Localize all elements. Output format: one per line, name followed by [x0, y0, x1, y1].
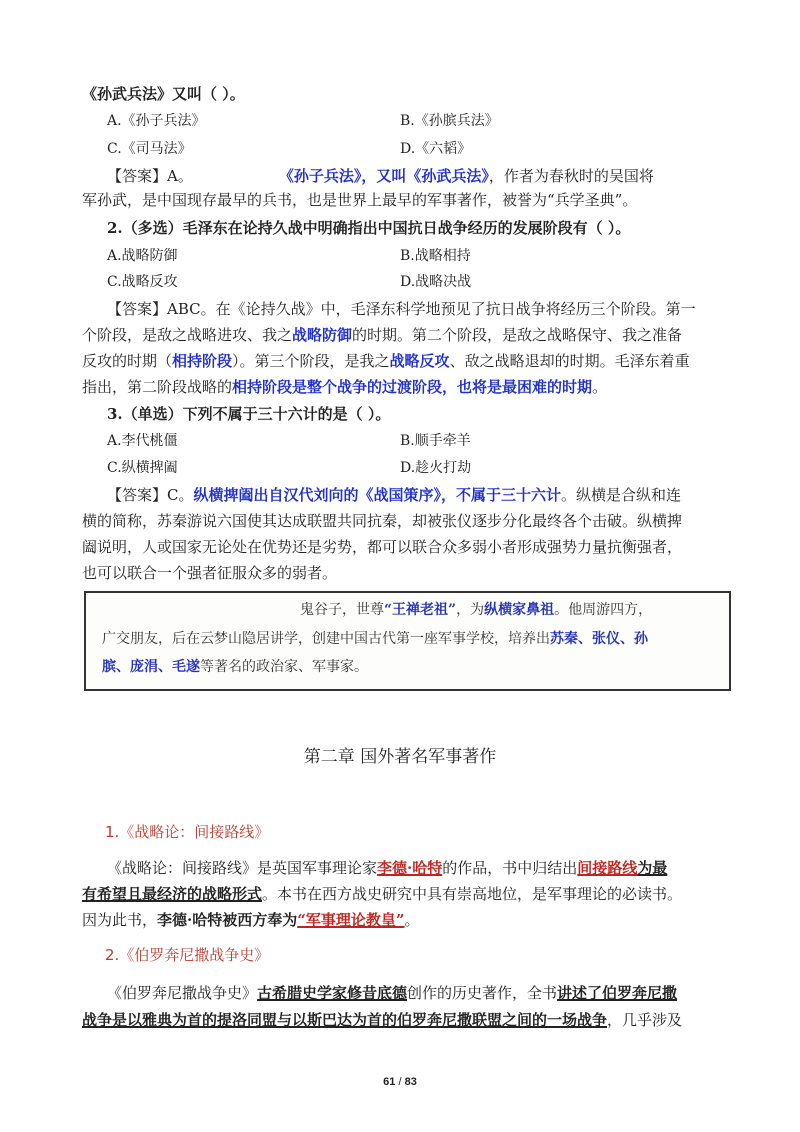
highlight-run: 相持阶段	[172, 352, 233, 370]
section-2-heading: 2.《伯罗奔尼撒战争史》	[105, 946, 270, 964]
text-run: 个阶段，是敌之战略进攻、我之	[82, 326, 293, 344]
current-page: 61	[383, 1076, 396, 1088]
text-run: 广交朋友，后在云梦山隐居讲学，创建中国古代第一座军事学校，培养出	[102, 631, 550, 647]
highlight-run: 相持阶段是整个战争的过渡阶段，也将是最困难的时期	[232, 378, 593, 396]
text-run: 反攻的时期（	[82, 352, 173, 370]
q1-option-d: D.《六韬》	[400, 141, 472, 157]
highlight-run: “军事理论教皇”	[297, 911, 405, 929]
text-run: ，为	[456, 602, 485, 618]
emphasis-run: 古希腊史学家修昔底德	[257, 984, 408, 1002]
text-run: 。本书在西方战史研究中具有崇高地位，是军事理论的必读书。	[262, 885, 683, 903]
q3-option-a: A.李代桃僵	[107, 433, 178, 449]
highlight-run: 战略防御	[292, 326, 353, 344]
q3-option-d: D.趁火打劫	[400, 460, 472, 476]
note-box	[84, 591, 731, 691]
question-1-stem: 《孙武兵法》又叫（ ）。	[82, 85, 245, 103]
q2-option-c: C.战略反攻	[107, 274, 178, 290]
s1-line1	[107, 858, 667, 878]
highlight-run: 膑、庞涓、毛遂	[102, 659, 200, 675]
q3-answer-line4: 也可以联合一个强者征服众多的弱者。	[82, 564, 338, 582]
section-1-heading: 1.《战略论：间接路线》	[105, 823, 270, 841]
text-run: 的时期。第二个阶段，是敌之战略保守、我之准备	[352, 326, 683, 344]
text-run: 因为此书，	[82, 911, 158, 929]
question-3-stem: 3.（单选）下列不属于三十六计的是（ ）。	[107, 405, 391, 423]
text-run: 《伯罗奔尼撒战争史》	[107, 984, 258, 1002]
q1-option-a: A.《孙子兵法》	[107, 113, 206, 129]
q3-option-b: B.顺手牵羊	[400, 433, 471, 449]
text-run: 。他周游四方，	[554, 602, 653, 618]
note-line3	[102, 657, 368, 677]
highlight-run: 苏秦、张仪、孙	[550, 631, 648, 647]
page-number	[0, 1076, 800, 1088]
s1-line2	[82, 884, 682, 904]
q3-answer-line1	[107, 485, 681, 505]
text-run: 《战略论：间接路线》是英国军事理论家	[107, 859, 378, 877]
s2-line2	[82, 1010, 682, 1030]
emphasis-run: 战争是以雅典为首的提洛同盟与以斯巴达为首的伯罗奔尼撒联盟之间的一场战争	[82, 1011, 608, 1029]
emphasis-run: 为最	[637, 859, 668, 877]
note-line1	[300, 600, 652, 620]
highlight-run: 战略反攻	[389, 352, 450, 370]
q1-answer-highlight: 《孙子兵法》，又叫《孙武兵法》	[278, 167, 489, 185]
q2-option-a: A.战略防御	[107, 248, 178, 264]
text-run: 。	[592, 378, 608, 396]
s2-line1	[107, 983, 677, 1003]
highlight-run: “王禅老祖”	[384, 602, 457, 618]
q2-answer-line4	[82, 377, 607, 397]
q2-answer-line3	[82, 351, 690, 371]
highlight-run: 间接路线	[577, 859, 638, 877]
text-run: 的作品，书中归结出	[442, 859, 578, 877]
q1-answer-line2: 军孙武，是中国现存最早的兵书，也是世界上最早的军事著作，被誉为“兵学圣典”。	[82, 191, 638, 209]
text-run: 、敌之战略退却的时期。毛泽东着重	[449, 352, 690, 370]
page-separator: /	[395, 1076, 405, 1088]
s1-line3	[82, 910, 420, 930]
total-pages: 83	[404, 1076, 417, 1088]
q3-option-c: C.纵横捭阖	[107, 460, 178, 476]
question-2-stem: 2.（多选）毛泽东在论持久战中明确指出中国抗日战争经历的发展阶段有（ ）。	[107, 219, 631, 237]
answer-label: 【答案】C。	[107, 486, 194, 504]
highlight-run: 李德·哈特	[377, 859, 443, 877]
q2-option-b: B.战略相持	[400, 248, 471, 264]
text-run: 。	[404, 911, 420, 929]
highlight-run: 纵横捭阖出自汉代刘向的《战国策序》，不属于三十六计	[193, 486, 561, 504]
text-run: ，几乎涉及	[607, 1011, 683, 1029]
emphasis-run: 李德·哈特被西方奉为	[157, 911, 298, 929]
q1-answer-label: 【答案】A。	[107, 167, 193, 185]
text-run: 鬼谷子，世尊	[300, 602, 384, 618]
chapter-title: 第二章 国外著名军事著作	[303, 747, 497, 767]
text-run: 创作的历史著作，全书	[407, 984, 558, 1002]
highlight-run: 纵横家鼻祖	[484, 602, 555, 618]
q3-answer-line3: 阖说明，人或国家无论处在优势还是劣势，都可以联合众多弱小者形成强势力量抗衡强者，	[82, 538, 683, 556]
q1-option-b: B.《孙膑兵法》	[400, 113, 499, 129]
q1-answer-line1	[107, 166, 654, 186]
q2-answer-line2	[82, 325, 682, 345]
emphasis-run: 讲述了伯罗奔尼撒	[557, 984, 678, 1002]
text-run: ）。第三个阶段，是我之	[232, 352, 390, 370]
text-run: 等著名的政治家、军事家。	[200, 659, 368, 675]
q3-answer-line2: 横的简称，苏秦游说六国使其达成联盟共同抗秦，却被张仪逐步分化最终各个击破。纵横捭	[82, 512, 683, 530]
text-run: 。纵横是合纵和连	[561, 486, 682, 504]
q2-option-d: D.战略决战	[400, 274, 472, 290]
note-line2	[102, 629, 648, 649]
q1-option-c: C.《司马法》	[107, 141, 192, 157]
text-run: 指出，第二阶段战略的	[82, 378, 233, 396]
emphasis-run: 有希望且最经济的战略形式	[82, 885, 263, 903]
q2-answer-line1: 【答案】ABC。在《论持久战》中，毛泽东科学地预见了抗日战争将经历三个阶段。第一	[107, 300, 696, 318]
q1-answer-rest: ，作者为春秋时的吴国将	[488, 167, 654, 185]
